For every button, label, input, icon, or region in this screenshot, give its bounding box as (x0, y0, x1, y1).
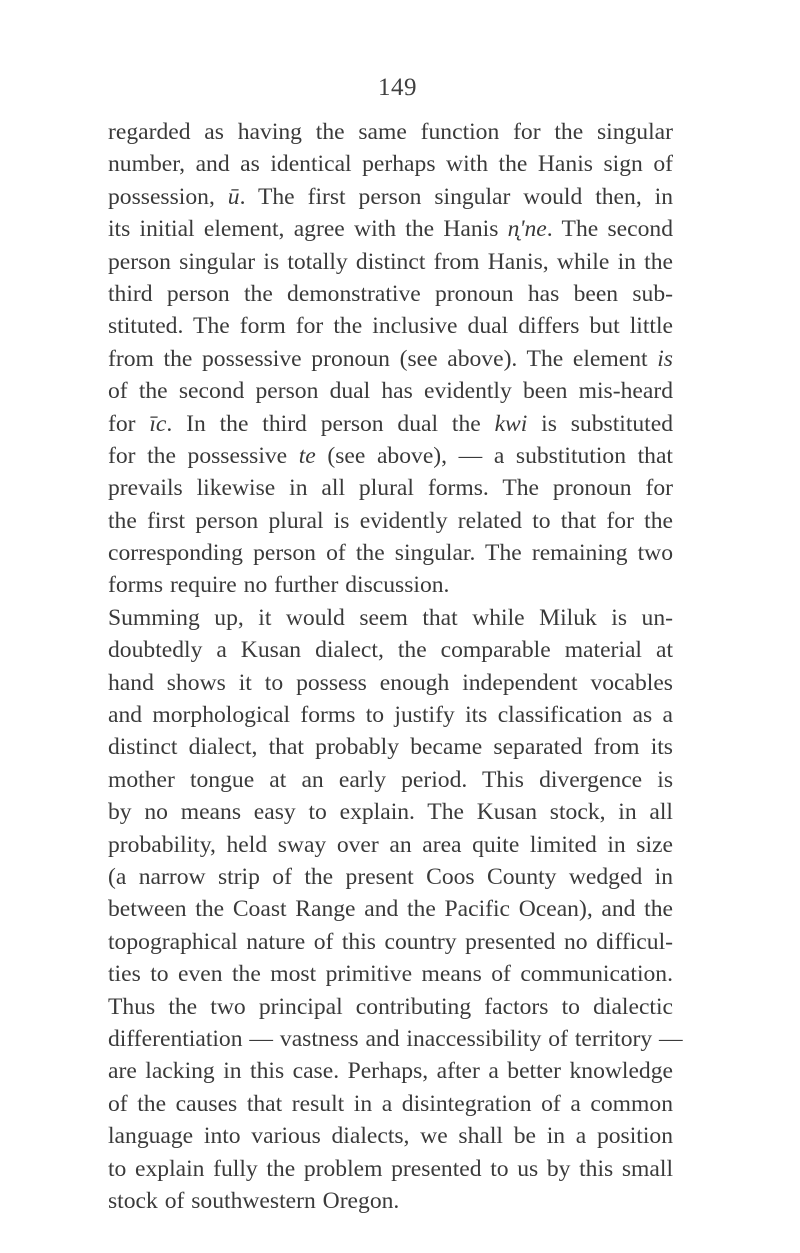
italic-term: te (298, 442, 316, 469)
text-run: mother tongue at an early period. This divergence is (108, 766, 673, 793)
text-line (108, 537, 673, 569)
text-run: probability, held sway over an area quite limited in size (108, 831, 673, 858)
text-run: stock of southwestern Oregon. (108, 1187, 400, 1214)
text-run: ties to even the most primitive means of communication. (108, 961, 673, 988)
text-run: (see above), — a substitution that (315, 442, 673, 469)
text-run: Thus the two principal contributing factors to dialectic (108, 993, 673, 1020)
text-line (108, 148, 673, 180)
text-line (108, 602, 673, 634)
text-line (108, 213, 673, 245)
text-run: for (108, 410, 150, 437)
text-run: and morphological forms to justify its classification as a (108, 702, 673, 729)
text-run: by no means easy to explain. The Kusan stock, in all (108, 799, 673, 826)
text-line (108, 861, 673, 893)
text-line (108, 408, 673, 440)
text-run: number, and as identical perhaps with the Hanis sign of (108, 151, 673, 178)
text-line (108, 1088, 673, 1120)
text-run: of the causes that result in a disintegration of a common (108, 1090, 673, 1117)
text-run: prevails likewise in all plural forms. The pronoun for (108, 475, 673, 502)
text-line (108, 926, 673, 958)
text-run: differentiation — vastness and inaccessibility of territory — (108, 1025, 683, 1052)
text-run: of the second person dual has evidently been mis-heard (108, 378, 673, 405)
text-run: corresponding person of the singular. The remaining two (108, 540, 673, 567)
text-line (108, 829, 673, 861)
text-line (108, 958, 673, 990)
text-line (108, 246, 673, 278)
text-run: distinct dialect, that probably became separated from its (108, 734, 673, 761)
italic-term: ū (227, 183, 240, 210)
text-run: . In the third person dual the (166, 410, 495, 437)
text-line (108, 505, 673, 537)
text-line (108, 440, 673, 472)
text-run: forms require no further discussion. (108, 572, 450, 599)
text-line (108, 667, 673, 699)
text-line (108, 796, 673, 828)
text-line (108, 310, 673, 342)
text-run: hand shows it to possess enough independent vocables (108, 669, 673, 696)
text-run: the first person plural is evidently related to that for the (108, 507, 673, 534)
text-line (108, 731, 673, 763)
text-line (108, 278, 673, 310)
page-number: 149 (378, 74, 417, 101)
text-run: third person the demonstrative pronoun has been sub- (108, 280, 673, 307)
text-run: possession, (108, 183, 228, 210)
text-run: language into various dialects, we shall be in a position (108, 1123, 673, 1150)
italic-term: is (657, 345, 673, 372)
text-run: to explain fully the problem presented to us by this small (108, 1155, 673, 1182)
text-line (108, 181, 673, 213)
text-line (108, 343, 673, 375)
text-line (108, 1055, 673, 1087)
text-run: from the possessive pronoun (see above). The element (108, 345, 658, 372)
text-run: stituted. The form for the inclusive dual differs but little (108, 313, 673, 340)
text-line (108, 893, 673, 925)
text-run: . The second (546, 216, 673, 243)
text-line (108, 764, 673, 796)
text-run: person singular is totally distinct from Hanis, while in the (108, 248, 673, 275)
text-line (108, 569, 673, 601)
text-run: are lacking in this case. Perhaps, after a better knowledge (108, 1058, 673, 1085)
italic-term: kwi (494, 410, 528, 437)
text-line (108, 1153, 673, 1185)
text-run: (a narrow strip of the present Coos County wedged in (108, 863, 673, 890)
body-text (108, 116, 683, 1217)
text-run: . The first person singular would then, in (239, 183, 673, 210)
text-run: Summing up, it would seem that while Miluk is un- (108, 604, 673, 631)
italic-term: n̨'ne (507, 216, 547, 243)
text-run: doubtedly a Kusan dialect, the comparable material at (108, 637, 673, 664)
text-line (108, 1185, 673, 1217)
text-run: is substituted (527, 410, 673, 437)
text-line (108, 116, 673, 148)
text-line (108, 472, 673, 504)
text-line (108, 375, 673, 407)
text-run: its initial element, agree with the Hanis (108, 216, 508, 243)
text-run: regarded as having the same function for the singular (108, 119, 673, 145)
text-line (108, 634, 673, 666)
italic-term: īc (149, 410, 167, 437)
text-run: topographical nature of this country presented no difficul- (108, 928, 673, 955)
text-run: for the possessive (108, 442, 299, 469)
text-run: between the Coast Range and the Pacific Ocean), and the (108, 896, 673, 923)
text-line (108, 991, 673, 1023)
text-line (108, 699, 673, 731)
text-line (108, 1120, 673, 1152)
text-line (108, 1023, 683, 1055)
